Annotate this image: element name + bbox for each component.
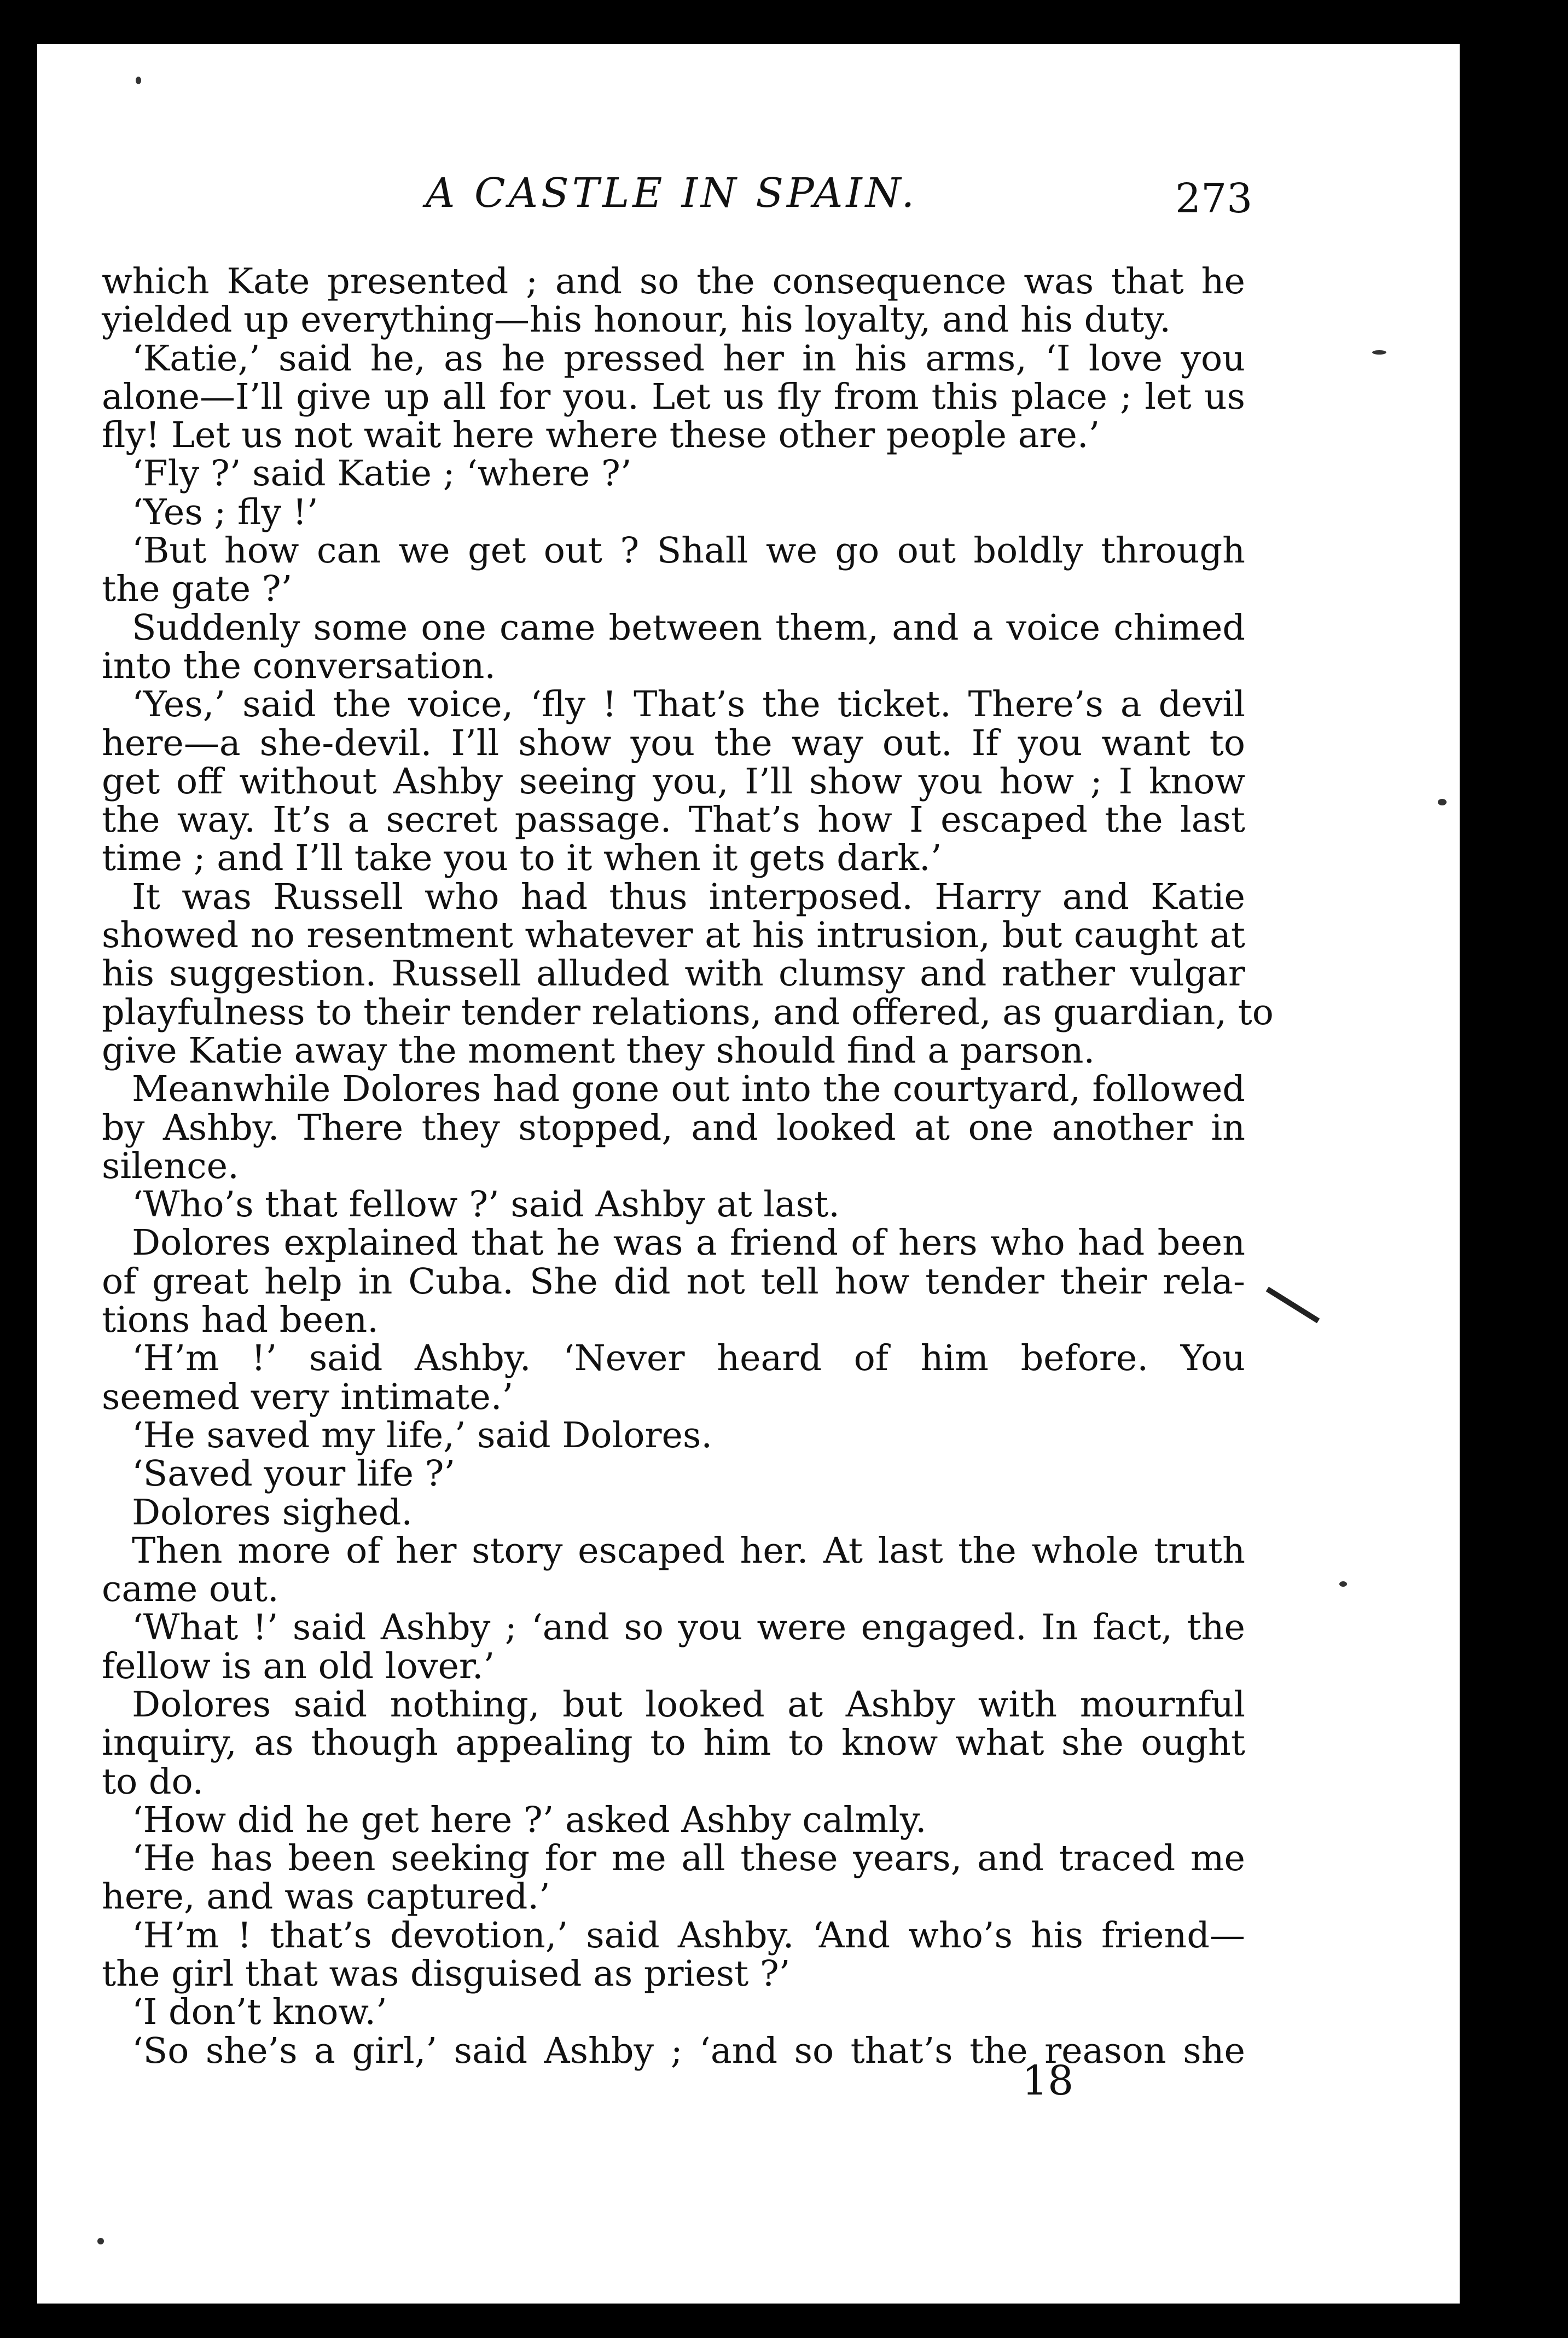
text-line: ‘Katie,’ said he, as he pressed her in his arms, ‘I love you — [132, 338, 1245, 379]
text-line: fly! Let us not wait here where these other people are.’ — [102, 415, 1100, 456]
scan-speck — [1372, 350, 1386, 355]
text-line: silence. — [102, 1145, 239, 1187]
text-line: Suddenly some one came between them, and a voice chimed — [132, 607, 1245, 648]
text-line: ‘I don’t know.’ — [132, 1992, 387, 2033]
text-line: Meanwhile Dolores had gone out into the courtyard, followed — [132, 1069, 1245, 1110]
scan-speck — [1438, 799, 1447, 805]
text-line: seemed very intimate.’ — [102, 1376, 514, 1418]
text-line: ‘Saved your life ?’ — [132, 1453, 456, 1495]
scan-speck — [1339, 1581, 1347, 1587]
text-line: Dolores explained that he was a friend of hers who had been — [132, 1222, 1245, 1264]
text-line: fellow is an old lover.’ — [102, 1645, 495, 1687]
signature-mark: 18 — [1022, 2057, 1074, 2104]
text-line: time ; and I’ll take you to it when it gets dark.’ — [102, 838, 942, 879]
text-line: inquiry, as though appealing to him to know what she ought — [102, 1722, 1245, 1764]
page-header — [37, 170, 1460, 241]
text-line: alone—I’ll give up all for you. Let us fly from this place ; let us — [102, 376, 1245, 417]
text-line: ‘He has been seeking for me all these years, and traced me — [132, 1838, 1245, 1879]
text-line: ‘H’m ! that’s devotion,’ said Ashby. ‘And who’s his friend— — [132, 1915, 1245, 1956]
scan-speck — [136, 77, 141, 84]
text-line: tions had been. — [102, 1299, 379, 1341]
text-line: which Kate presented ; and so the consequence was that he — [102, 261, 1245, 302]
text-line: playfulness to their tender relations, and offered, as guardian, to — [102, 991, 1274, 1033]
text-line: his suggestion. Russell alluded with clumsy and rather vulgar — [102, 953, 1245, 995]
text-line: by Ashby. There they stopped, and looked at one another in — [102, 1107, 1245, 1148]
book-page — [37, 44, 1460, 2304]
text-line: ‘How did he get here ?’ asked Ashby calmly. — [132, 1799, 927, 1841]
text-line: of great help in Cuba. She did not tell how tender their rela- — [102, 1261, 1245, 1302]
text-line: get off without Ashby seeing you, I’ll show you how ; I know — [102, 761, 1245, 802]
body-text — [102, 261, 1274, 2072]
page-number: 273 — [1175, 175, 1253, 222]
text-line: ‘So she’s a girl,’ said Ashby ; ‘and so that’s the reason she — [132, 2030, 1245, 2072]
text-line: the way. It’s a secret passage. That’s how I escaped the last — [102, 799, 1245, 841]
text-line: ‘He saved my life,’ said Dolores. — [132, 1414, 713, 1456]
text-line: ‘But how can we get out ? Shall we go out boldly through — [132, 530, 1245, 572]
text-line: the gate ?’ — [102, 568, 293, 610]
text-line: yielded up everything—his honour, his loyalty, and his duty. — [102, 299, 1171, 341]
text-line: into the conversation. — [102, 645, 496, 687]
text-line: It was Russell who had thus interposed. Harry and Katie — [132, 876, 1245, 918]
text-line: ‘Yes ; fly !’ — [132, 491, 318, 533]
text-line: ‘Fly ?’ said Katie ; ‘where ?’ — [132, 453, 632, 495]
text-line: ‘H’m !’ said Ashby. ‘Never heard of him before. You — [132, 1338, 1245, 1379]
text-line: came out. — [102, 1569, 279, 1610]
text-line: Then more of her story escaped her. At last the whole truth — [132, 1530, 1245, 1571]
text-line: here—a she-devil. I’ll show you the way out. If you want to — [102, 722, 1245, 764]
running-title: A CASTLE IN SPAIN. — [426, 170, 918, 217]
text-line: here, and was captured.’ — [102, 1876, 550, 1918]
scan-speck — [97, 2238, 104, 2244]
text-line: ‘What !’ said Ashby ; ‘and so you were engaged. In fact, the — [132, 1607, 1245, 1649]
text-line: Dolores sighed. — [132, 1492, 413, 1533]
text-line: showed no resentment whatever at his intrusion, but caught at — [102, 915, 1245, 956]
text-line: ‘Yes,’ said the voice, ‘fly ! That’s the ticket. There’s a devil — [132, 684, 1245, 726]
text-line: Dolores said nothing, but looked at Ashby with mournful — [132, 1684, 1245, 1725]
text-line: ‘Who’s that fellow ?’ said Ashby at last. — [132, 1184, 840, 1226]
margin-stroke — [1266, 1287, 1320, 1324]
text-line: to do. — [102, 1761, 204, 1802]
text-line: the girl that was disguised as priest ?’ — [102, 1953, 791, 1995]
text-line: give Katie away the moment they should find a parson. — [102, 1030, 1095, 1071]
